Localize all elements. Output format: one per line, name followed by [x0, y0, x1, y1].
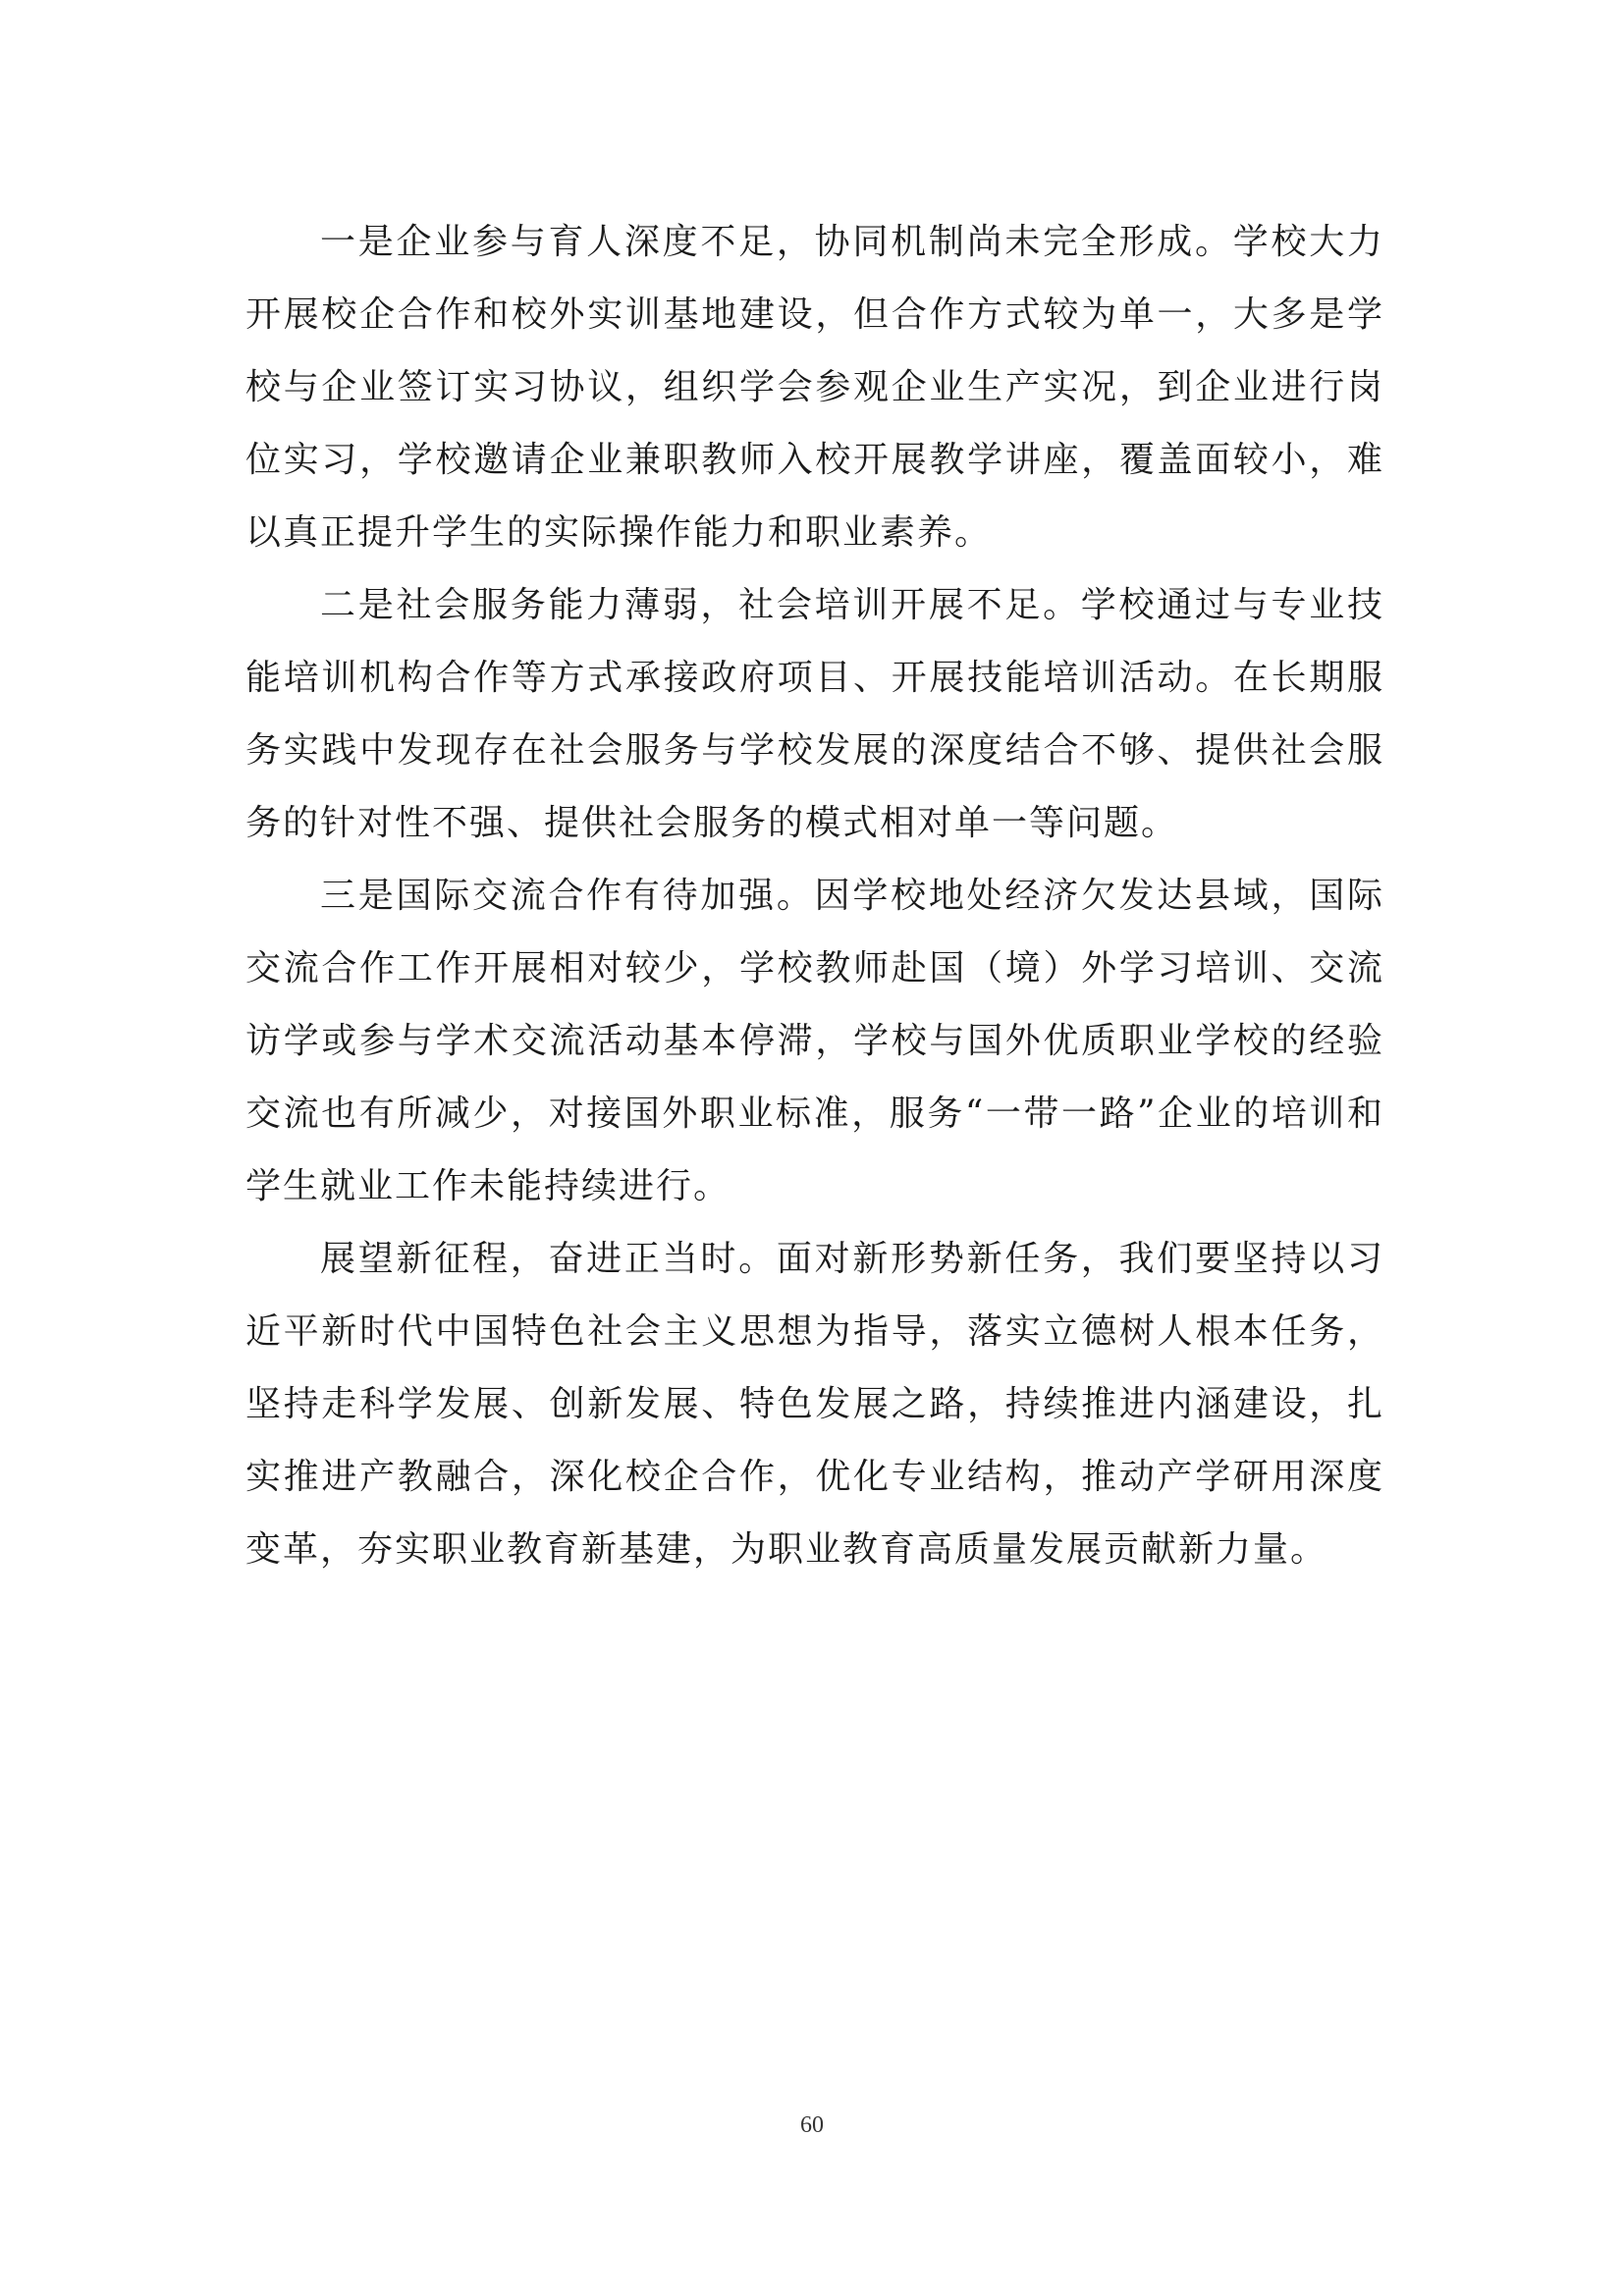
paragraph-international-exchange: 三是国际交流合作有待加强。因学校地处经济欠发达县域，国际交流合作工作开展相对较少，学校教师赴国（境）外学习培训、交流访学或参与学术交流活动基本停滞，学校与国外优质职业学校的经验交流也有所减少，对接国外职业标准，服务“一带一路”企业的培训和学生就业工作未能持续进行。	[245, 876, 1384, 1206]
paragraph-outlook: 展望新征程，奋进正当时。面对新形势新任务，我们要坚持以习近平新时代中国特色社会主义思想为指导，落实立德树人根本任务，坚持走科学发展、创新发展、特色发展之路，持续推进内涵建设，扎实推进产教融合，深化校企合作，优化专业结构，推动产学研用深度变革，夯实职业教育新基建，为职业教育高质量发展贡献新力量。	[245, 1239, 1384, 1570]
page-number: 60	[800, 2112, 824, 2138]
paragraph-social-service: 二是社会服务能力薄弱，社会培训开展不足。学校通过与专业技能培训机构合作等方式承接政府项目、开展技能培训活动。在长期服务实践中发现存在社会服务与学校发展的深度结合不够、提供社会服务的针对性不强、提供社会服务的模式相对单一等问题。	[245, 585, 1384, 843]
paragraph-enterprise-participation: 一是企业参与育人深度不足，协同机制尚未完全形成。学校大力开展校企合作和校外实训基地建设，但合作方式较为单一，大多是学校与企业签订实习协议，组织学会参观企业生产实况，到企业进行岗位实习，学校邀请企业兼职教师入校开展教学讲座，覆盖面较小，难以真正提升学生的实际操作能力和职业素养。	[245, 222, 1384, 553]
body-text	[245, 206, 1384, 1586]
